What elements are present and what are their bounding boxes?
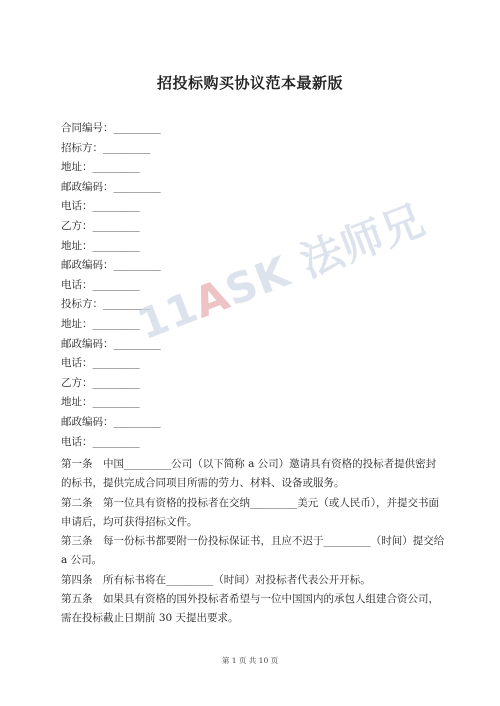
- field-address: 地址：_________: [61, 396, 140, 409]
- article-list: [61, 455, 445, 629]
- party-info-list: [61, 119, 161, 452]
- field-postcode: 邮政编码：_________: [61, 180, 161, 193]
- field-postcode: 邮政编码：_________: [61, 337, 161, 350]
- article-2: 第二条 第一位具有资格的投标者在交纳_________美元（或人民币），并提交书面申请后，均可获得招标文件。: [61, 496, 439, 528]
- field-postcode: 邮政编码：_________: [61, 415, 161, 428]
- field-contract-number: 合同编号：_________: [61, 122, 161, 134]
- field-phone: 电话：_________: [61, 278, 140, 291]
- field-address: 地址：_________: [61, 239, 140, 252]
- article-4: 第四条 所有标书将在_________（时间）对投标者代表公开开标。: [61, 573, 371, 586]
- watermark-suffix: SK 法师兄: [218, 194, 432, 316]
- field-party-b: 乙方：_________: [61, 219, 140, 232]
- field-phone: 电话：_________: [61, 200, 140, 213]
- article-1: 第一条 中国_________公司（以下简称 a 公司）邀请具有资格的投标者提供密封的标书，提供完成合同项目所需的劳力、材料、设备或服务。: [61, 458, 437, 490]
- field-bidder: 投标方：_________: [61, 298, 151, 311]
- watermark-prefix: 11: [130, 281, 205, 350]
- field-phone: 电话：_________: [61, 357, 140, 370]
- field-party-b: 乙方：_________: [61, 376, 140, 389]
- watermark: [128, 187, 433, 352]
- article-5: 第五条 如果具有资格的国外投标者希望与一位中国国内的承包人组建合资公司，需在投标截止日期前 30 天提出要求。: [61, 593, 439, 625]
- watermark-mark: A: [187, 269, 237, 328]
- field-phone: 电话：_________: [61, 435, 140, 448]
- field-postcode: 邮政编码：_________: [61, 259, 161, 272]
- page-number: 第 1 页 共 10 页: [221, 656, 279, 665]
- field-tenderer: 招标方：_________: [61, 141, 151, 154]
- field-address: 地址：_________: [61, 317, 140, 330]
- article-3: 第三条 每一份标书都要附一份投标保证书，且应不迟于_________（时间）提交给 a 公司。: [61, 535, 445, 567]
- document-title: 招投标购买协议范本最新版: [156, 74, 343, 92]
- field-address: 地址：_________: [61, 161, 140, 174]
